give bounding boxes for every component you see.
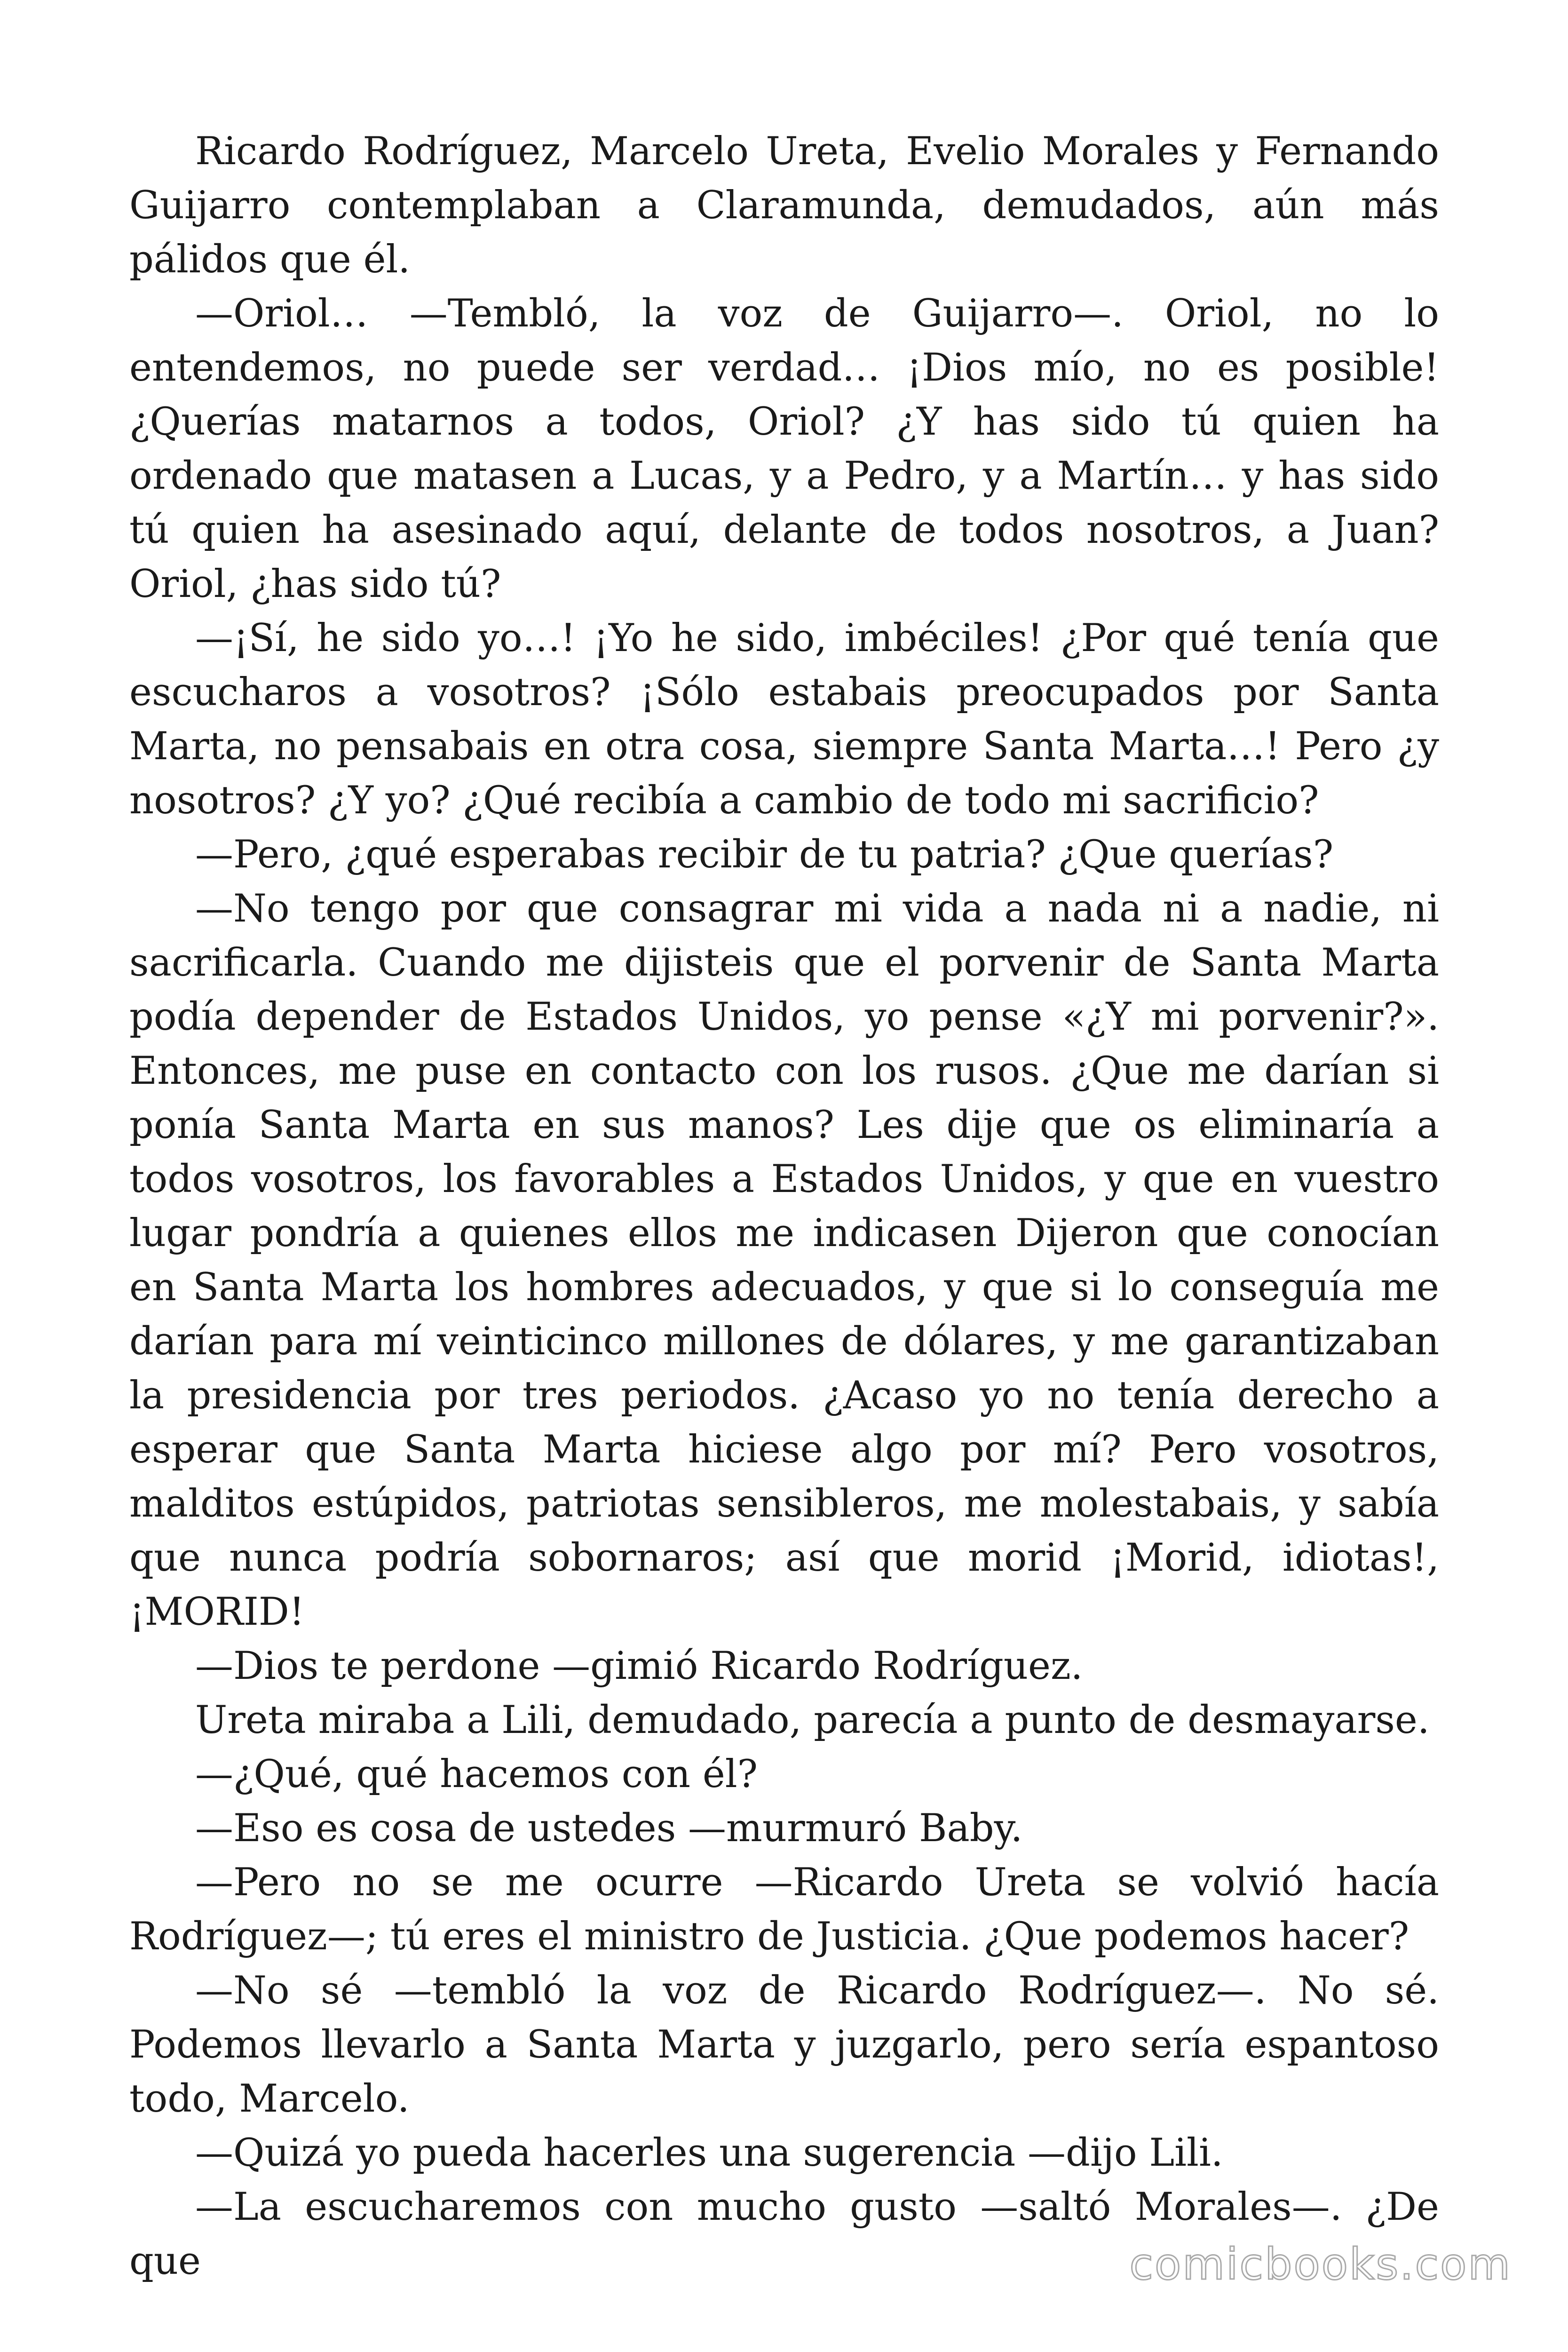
paragraph: —Pero no se me ocurre —Ricardo Ureta se volvió hacía Rodríguez—; tú eres el ministro de Justicia. ¿Que podemos hacer? bbox=[129, 1860, 1439, 1959]
paragraph: —Oriol… —Tembló, la voz de Guijarro—. Oriol, no lo entendemos, no puede ser verdad… ¡Dios mío, no es posible! ¿Querías matarnos a todos, Oriol? ¿Y has sido tú quien ha ordenado que matasen a Lucas, y a Pedro, y a Martín… y has sido tú quien ha asesinado aquí, delante de todos nosotros, a Juan? Oriol, ¿has sido tú? bbox=[129, 292, 1439, 606]
paragraph: —No tengo por que consagrar mi vida a nada ni a nadie, ni sacrificarla. Cuando me dijisteis que el porvenir de Santa Marta podía depender de Estados Unidos, yo pense «¿Y mi porvenir?». Entonces, me puse en contacto con los rusos. ¿Que me darían si ponía Santa Marta en sus manos? Les dije que os eliminaría a todos vosotros, los favorables a Estados Unidos, y que en vuestro lugar pondría a quienes ellos me indicasen Dijeron que conocían en Santa Marta los hombres adecuados, y que si lo conseguía me darían para mí veinticinco millones de dólares, y me garantizaban la presidencia por tres periodos. ¿Acaso yo no tenía derecho a esperar que Santa Marta hiciese algo por mí? Pero vosotros, malditos estúpidos, patriotas sensibleros, me molestabais, y sabía que nunca podría sobornaros; así que morid ¡Morid, idiotas!, ¡MORID! bbox=[129, 887, 1439, 1634]
paragraph: —¿Qué, qué hacemos con él? bbox=[195, 1752, 758, 1796]
paragraph: —La escucharemos con mucho gusto —saltó Morales—. ¿De que bbox=[129, 2185, 1439, 2283]
paragraph: —Dios te perdone —gimió Ricardo Rodríguez. bbox=[195, 1644, 1083, 1688]
paragraph: —Pero, ¿qué esperabas recibir de tu patria? ¿Que querías? bbox=[195, 833, 1334, 877]
page-text-block bbox=[129, 125, 1439, 2288]
paragraph: Ricardo Rodríguez, Marcelo Ureta, Evelio Morales y Fernando Guijarro contemplaban a Claramunda, demudados, aún más pálidos que él. bbox=[129, 129, 1439, 282]
paragraph: —¡Sí, he sido yo…! ¡Yo he sido, imbéciles! ¿Por qué tenía que escucharos a vosotros? ¡Sólo estabais preocupados por Santa Marta, no pensabais en otra cosa, siempre Santa Marta…! Pero ¿y nosotros? ¿Y yo? ¿Qué recibía a cambio de todo mi sacrificio? bbox=[129, 616, 1439, 823]
paragraph: —Eso es cosa de ustedes —murmuró Baby. bbox=[195, 1806, 1023, 1851]
paragraph: Ureta miraba a Lili, demudado, parecía a punto de desmayarse. bbox=[195, 1698, 1430, 1742]
watermark: comicbooks.com bbox=[1129, 2239, 1512, 2289]
paragraph: —Quizá yo pueda hacerles una sugerencia —dijo Lili. bbox=[195, 2131, 1223, 2175]
paragraph: —No sé —tembló la voz de Ricardo Rodríguez—. No sé. Podemos llevarlo a Santa Marta y juzgarlo, pero sería espantoso todo, Marcelo. bbox=[129, 1969, 1439, 2121]
